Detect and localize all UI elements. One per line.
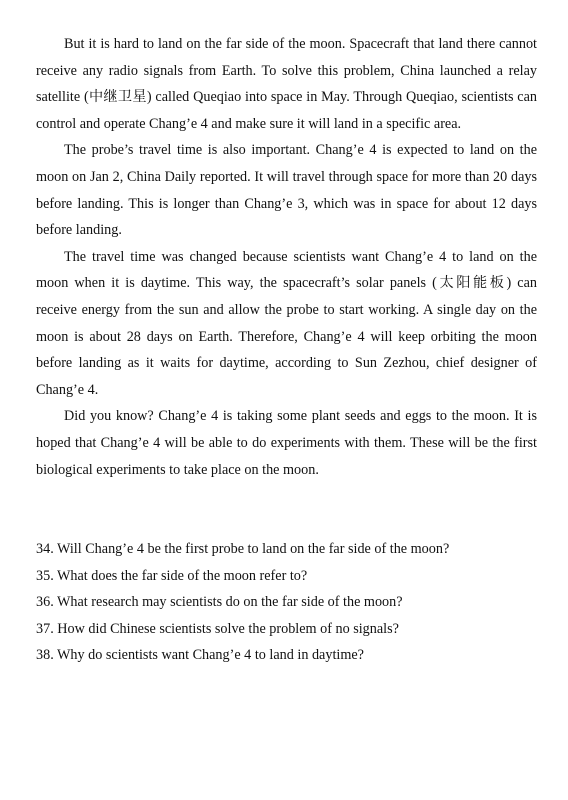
paragraph-daytime-landing: The travel time was changed because scientists want Chang’e 4 to land on the moon when it is daytime. This way, the spacecraft’s solar panels (太阳能板) can receive energy from the sun and allow the probe to start working. A single day on the moon is about 28 days on Earth. Therefore, Chang’e 4 will keep orbiting the moon before landing as it waits for daytime, according to Sun Zezhou, chief designer of Chang’e 4. xyxy=(36,248,537,398)
question-37: 37. How did Chinese scientists solve the problem of no signals? xyxy=(36,620,399,637)
paragraph-far-side: But it is hard to land on the far side of the moon. Spacecraft that land there cannot receive any radio signals from Earth. To solve this problem, China launched a relay satellite (中继卫星) called Queqiao into space in May. Through Queqiao, scientists can control and operate Chang’e 4 and make sure it will land in a specific area. xyxy=(36,36,537,132)
question-38: 38. Why do scientists want Chang’e 4 to land in daytime? xyxy=(36,647,364,664)
question-35: 35. What does the far side of the moon refer to? xyxy=(36,567,308,584)
reading-passage xyxy=(36,31,537,483)
question-34: 34. Will Chang’e 4 be the first probe to land on the far side of the moon? xyxy=(36,541,450,557)
question-36: 36. What research may scientists do on the far side of the moon? xyxy=(36,594,403,611)
paragraph-travel-time: The probe’s travel time is also important. Chang’e 4 is expected to land on the moon on Jan 2, China Daily reported. It will travel through space for more than 20 days before landing. This is longer than Chang’e 3, which was in space for about 12 days before landing. xyxy=(36,142,537,239)
paragraph-experiments: Did you know? Chang’e 4 is taking some plant seeds and eggs to the moon. It is hoped that Chang’e 4 will be able to do experiments with them. These will be the first biological experiments to take place on the moon. xyxy=(36,408,537,478)
question-list xyxy=(36,536,537,669)
